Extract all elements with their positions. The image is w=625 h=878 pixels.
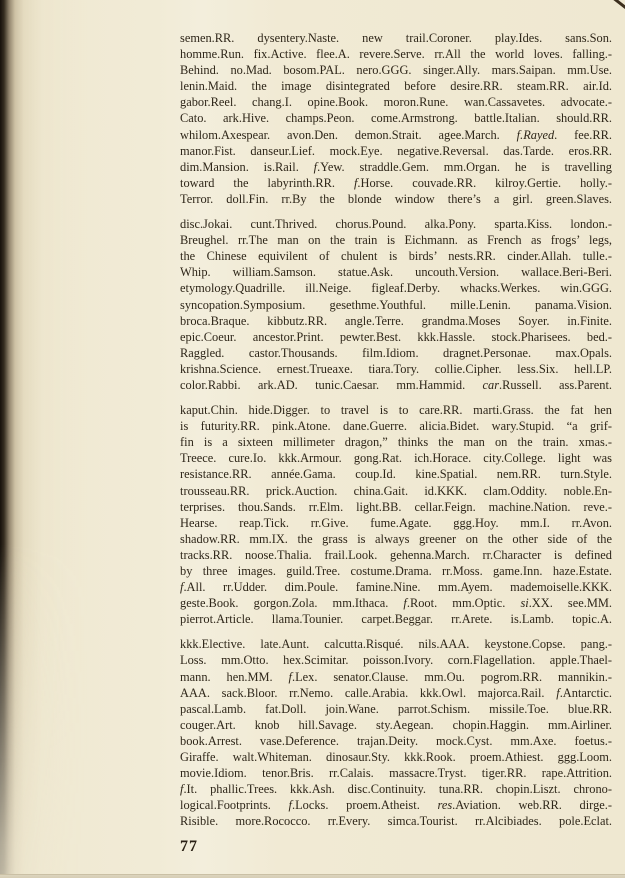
- text-line: Raggled. castor.Thousands. film.Idiom. dragnet.Personae. max.Opals.: [180, 345, 612, 360]
- text-line: movie.Idiom. tenor.Bris. rr.Calais. massacre.Tryst. tiger.RR. rape.Attrition.: [180, 766, 612, 781]
- text-line: resistance.RR. année.Gama. coup.Id. kine.Spatial. nem.RR. turn.Style.: [180, 467, 612, 482]
- text-line: Treece. cure.Io. kkk.Armour. gong.Rat. ich.Horace. city.College. light was: [180, 451, 612, 466]
- text-line: shadow.RR. mm.IX. the grass is always greener on the other side of the: [180, 531, 612, 546]
- paragraph-1: [180, 30, 612, 207]
- paragraph-3: [180, 402, 612, 627]
- text-body: [180, 30, 612, 830]
- text-line: book.Arrest. vase.Deference. trajan.Deity. mock.Cyst. mm.Axe. foetus.-: [180, 733, 612, 748]
- text-line: geste.Book. gorgon.Zola. mm.Ithaca. f.Root. mm.Optic. si.XX. see.MM.: [180, 596, 612, 611]
- text-line: kaput.Chin. hide.Digger. to travel is to care.RR. marti.Grass. the fat hen: [180, 403, 612, 418]
- text-line: f.It. phallic.Trees. kkk.Ash. disc.Continuity. tuna.RR. chopin.Liszt. chrono-: [180, 782, 612, 797]
- text-line: f.All. rr.Udder. dim.Poule. famine.Nine. mm.Ayem. mademoiselle.KKK.: [180, 580, 612, 595]
- text-line: Whip. william.Samson. statue.Ask. uncouth.Version. wallace.Beri-Beri.: [180, 265, 612, 280]
- text-line: broca.Braque. kibbutz.RR. angle.Terre. grandma.Moses Soyer. in.Finite.: [180, 313, 612, 328]
- text-line: Loss. mm.Otto. hex.Scimitar. poisson.Ivory. corn.Flagellation. apple.Thael-: [180, 653, 612, 668]
- text-line: trousseau.RR. prick.Auction. china.Gait. id.KKK. clam.Oddity. noble.En-: [180, 483, 612, 498]
- page-number: 77: [180, 838, 198, 855]
- paragraph-2: [180, 216, 612, 393]
- text-line: pierrot.Article. llama.Tounier. carpet.Beggar. rr.Arete. is.Lamb. topic.A.: [180, 612, 612, 627]
- text-line: toward the labyrinth.RR. f.Horse. couvade.RR. kilroy.Gertie. holly.-: [180, 175, 613, 190]
- text-line: by three images. guild.Tree. costume.Drama. rr.Moss. game.Inn. haze.Estate.: [180, 564, 612, 578]
- page-corner-mark: [610, 0, 625, 10]
- text-line: semen.RR. dysentery.Naste. new trail.Coroner. play.Ides. sans.Son.: [180, 31, 612, 45]
- text-line: pascal.Lamb. fat.Doll. join.Wane. parrot.Schism. missile.Toe. blue.RR.: [180, 701, 612, 716]
- text-line: Risible. more.Rococco. rr.Every. simca.Tourist. rr.Alcibiades. pole.Eclat.: [180, 814, 612, 829]
- text-line: logical.Footprints. f.Locks. proem.Atheist. res.Aviation. web.RR. dirge.-: [180, 798, 612, 813]
- text-line: the Chinese equivilent of chulent is birds’ nests.RR. cinder.Allah. tulle.-: [180, 249, 612, 264]
- text-line: syncopation.Symposium. gesethme.Youthful. mille.Lenin. panama.Vision.: [180, 297, 612, 312]
- text-line: epic.Coeur. ancestor.Print. pewter.Best. kkk.Hassle. stock.Pharisees. bed.-: [180, 329, 612, 344]
- text-line: Giraffe. walt.Whiteman. dinosaur.Sty. kkk.Rook. proem.Athiest. ggg.Loom.: [180, 750, 612, 765]
- text-line: disc.Jokai. cunt.Thrived. chorus.Pound. alka.Pony. sparta.Kiss. london.-: [180, 217, 612, 232]
- paragraph-4: [180, 636, 612, 829]
- text-line: lenin.Maid. the image disintegrated before desire.RR. steam.RR. air.Id.: [180, 79, 612, 94]
- text-line: is futurity.RR. pink.Atone. dane.Guerre. alicia.Bidet. wary.Stupid. “a grif-: [180, 419, 612, 434]
- text-line: manor.Fist. danseur.Lief. mock.Eye. negative.Reversal. das.Tarde. eros.RR.: [180, 143, 612, 158]
- text-line: whilom.Axespear. avon.Den. demon.Strait. agee.March. f.Rayed. fee.RR.: [180, 127, 612, 142]
- text-line: homme.Run. fix.Active. flee.A. revere.Serve. rr.All the world loves. falling.-: [180, 47, 612, 62]
- text-line: mann. hen.MM. f.Lex. senator.Clause. mm.Ou. pogrom.RR. mannikin.-: [180, 669, 612, 684]
- text-line: gabor.Reel. chang.I. opine.Book. moron.Rune. wan.Cassavetes. advocate.-: [180, 95, 612, 110]
- text-line: etymology.Quadrille. ill.Neige. figleaf.Derby. whacks.Werkes. win.GGG.: [180, 281, 612, 296]
- text-line: dim.Mansion. is.Rail. f.Yew. straddle.Gem. mm.Organ. he is travelling: [180, 159, 612, 174]
- text-line: Terror. doll.Fin. rr.By the blonde window there’s a girl. green.Slaves.: [180, 191, 612, 206]
- text-line: kkk.Elective. late.Aunt. calcutta.Risqué. nils.AAA. keystone.Copse. pang.-: [180, 637, 612, 652]
- text-line: Hearse. reap.Tick. rr.Give. fume.Agate. ggg.Hoy. mm.I. rr.Avon.: [180, 515, 612, 530]
- text-line: Cato. ark.Hive. champs.Peon. come.Armstrong. battle.Italian. should.RR.: [180, 111, 612, 126]
- text-line: tracks.RR. noose.Thalia. frail.Look. gehenna.March. rr.Character is defined: [180, 547, 612, 562]
- text-line: Breughel. rr.The man on the train is Eichmann. as French as frogs’ legs,: [180, 233, 612, 248]
- text-line: krishna.Science. ernest.Trueaxe. tiara.Tory. collie.Cipher. less.Six. hell.LP.: [180, 361, 612, 376]
- book-gutter-shadow: [0, 0, 95, 878]
- text-line: AAA. sack.Bloor. rr.Nemo. calle.Arabia. kkk.Owl. majorca.Rail. f.Antarctic.: [180, 685, 612, 700]
- text-line: color.Rabbi. ark.AD. tunic.Caesar. mm.Hammid. car.Russell. ass.Parent.: [180, 377, 613, 392]
- text-line: terprises. thou.Sands. rr.Elm. light.BB. cellar.Feign. machine.Nation. reve.-: [180, 499, 612, 514]
- text-line: fin is a sixteen millimeter dragon,” thinks the man on the train. xmas.-: [180, 435, 612, 450]
- text-line: Behind. no.Mad. bosom.PAL. nero.GGG. singer.Ally. mars.Saipan. mm.Use.: [180, 63, 612, 78]
- text-line: couger.Art. knob hill.Savage. sty.Aegean. chopin.Haggin. mm.Airliner.: [180, 717, 612, 732]
- page-bottom-edge: [0, 874, 625, 878]
